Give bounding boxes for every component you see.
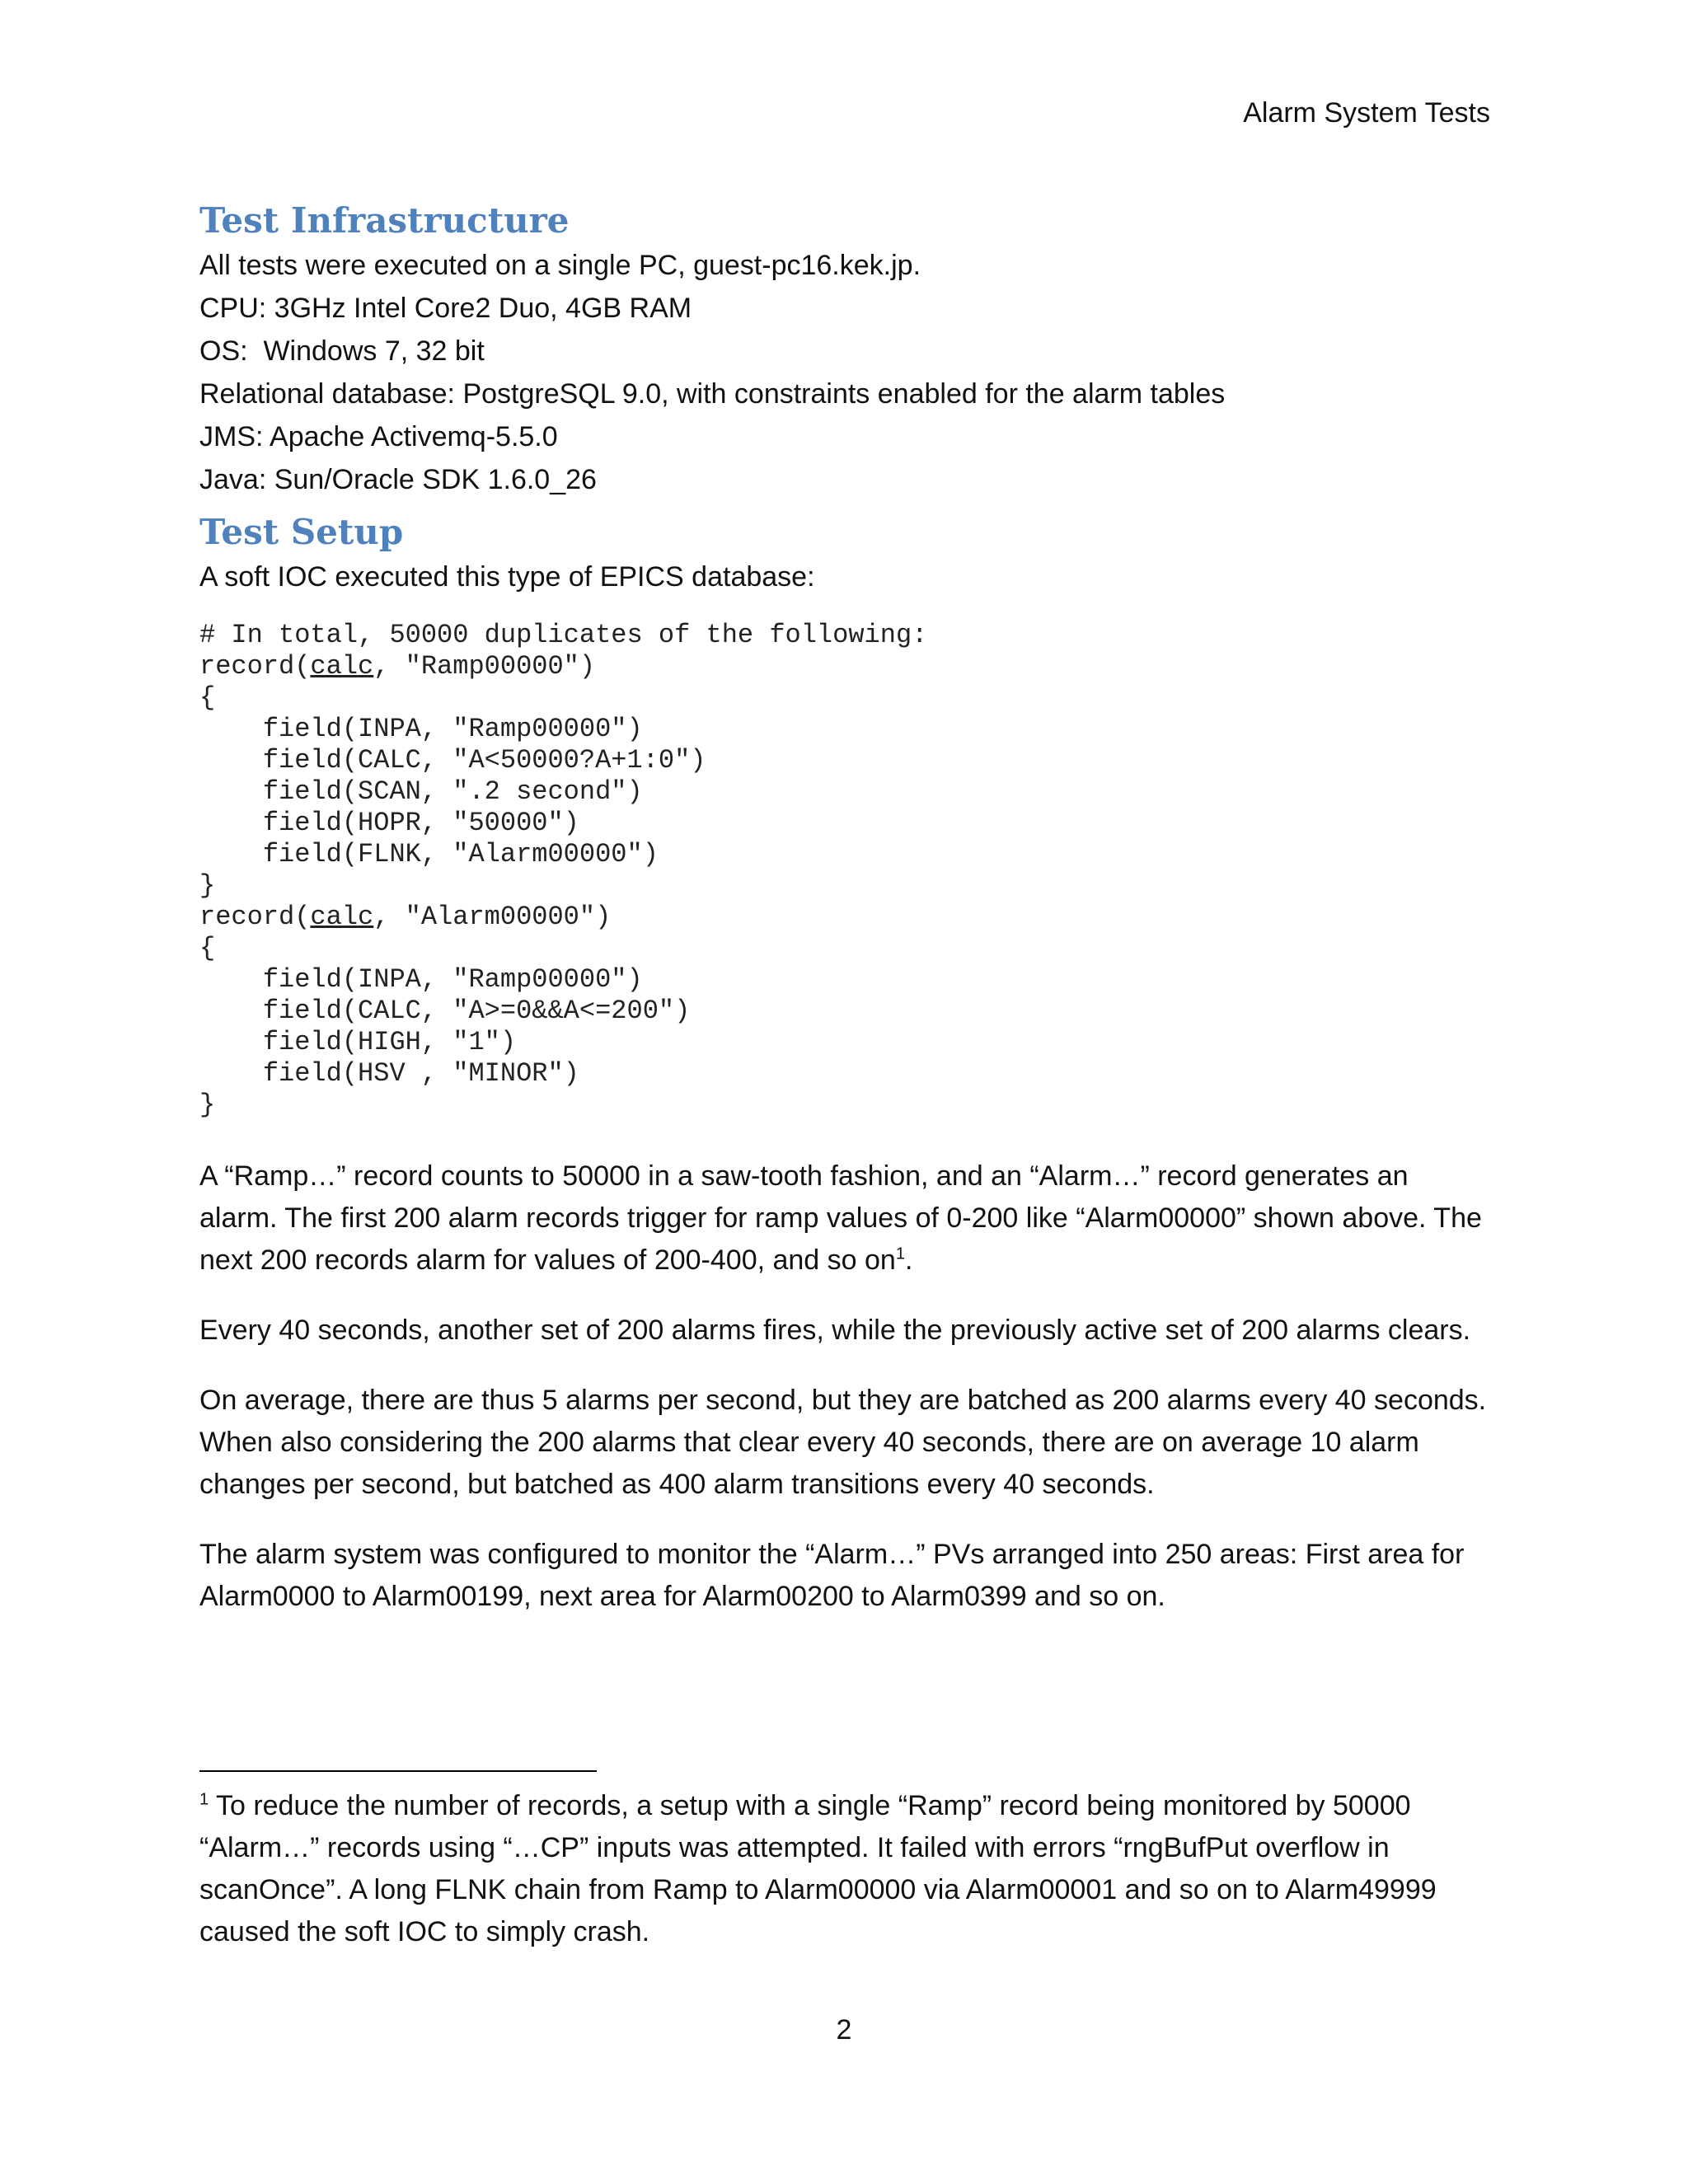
code-line: , "Alarm00000") xyxy=(373,902,612,932)
setup-intro: A soft IOC executed this type of EPICS database: xyxy=(199,561,815,593)
infra-line-database: Relational database: PostgreSQL 9.0, with constraints enabled for the alarm tables xyxy=(199,378,1226,410)
epics-database-code-block xyxy=(199,620,1493,1121)
code-line: field(INPA, "Ramp00000") xyxy=(199,714,643,744)
code-line: field(FLNK, "Alarm00000") xyxy=(199,839,659,869)
paragraph-alarm-timing: Every 40 seconds, another set of 200 alarms fires, while the previously active set of 200 alarms clears. xyxy=(199,1315,1471,1346)
footnote-text: To reduce the number of records, a setup with a single “Ramp” record being monitored by 50000 “Alarm…” records using “…CP” inputs was attempted. It failed with errors “rngBufPut overflow in scanOnce”. A long FLNK chain from Ramp to Alarm00000 via Alarm00001 and so on to Alarm49999 caused the soft IOC to simply crash. xyxy=(199,1790,1437,1947)
code-line: { xyxy=(199,933,216,963)
code-keyword: calc xyxy=(310,902,374,932)
code-line: } xyxy=(199,870,216,901)
page-content xyxy=(199,198,1493,1618)
code-line: # In total, 50000 duplicates of the following: xyxy=(199,620,928,650)
infra-line-os: OS: Windows 7, 32 bit xyxy=(199,335,485,367)
infra-line-jms: JMS: Apache Activemq-5.5.0 xyxy=(199,421,558,452)
infra-line-pc: All tests were executed on a single PC, guest-pc16.kek.jp. xyxy=(199,250,921,281)
infra-line-java: Java: Sun/Oracle SDK 1.6.0_26 xyxy=(199,464,597,495)
section-heading-test-setup: Test Setup xyxy=(199,512,404,552)
footnote-reference[interactable]: 1 xyxy=(895,1244,905,1263)
code-line: record( xyxy=(199,902,311,932)
code-line: field(SCAN, ".2 second") xyxy=(199,776,643,807)
code-line: field(HOPR, "50000") xyxy=(199,808,579,838)
paragraph-alarm-average: On average, there are thus 5 alarms per second, but they are batched as 200 alarms every 40 seconds. When also considering the 200 alarms that clear every 40 seconds, there are on average 10 alarm changes per second, but batched as 400 alarm transitions every 40 seconds. xyxy=(199,1385,1487,1500)
code-line: field(HIGH, "1") xyxy=(199,1027,517,1057)
paragraph-ramp-description xyxy=(199,1155,1493,1282)
code-line: field(CALC, "A<50000?A+1:0") xyxy=(199,745,706,776)
code-line: { xyxy=(199,682,216,713)
running-header: Alarm System Tests xyxy=(1243,97,1490,129)
code-line: field(CALC, "A>=0&&A<=200") xyxy=(199,996,691,1026)
code-line: field(INPA, "Ramp00000") xyxy=(199,964,643,995)
code-keyword: calc xyxy=(310,651,374,682)
code-line: } xyxy=(199,1090,216,1120)
footnote-marker: 1 xyxy=(199,1790,209,1809)
code-line: , "Ramp00000") xyxy=(373,651,596,682)
paragraph-text-end: . xyxy=(904,1244,913,1276)
infra-line-cpu: CPU: 3GHz Intel Core2 Duo, 4GB RAM xyxy=(199,293,692,324)
code-line: field(HSV , "MINOR") xyxy=(199,1058,579,1089)
code-line: record( xyxy=(199,651,311,682)
page-number: 2 xyxy=(836,2014,852,2046)
section-heading-test-infrastructure: Test Infrastructure xyxy=(199,200,570,241)
footnote-separator xyxy=(199,1770,597,1772)
footnote xyxy=(199,1785,1493,1953)
paragraph-alarm-areas: The alarm system was configured to monitor the “Alarm…” PVs arranged into 250 areas: First area for Alarm0000 to Alarm00199, next area for Alarm00200 to Alarm0399 and so on. xyxy=(199,1539,1465,1612)
paragraph-text: A “Ramp…” record counts to 50000 in a saw-tooth fashion, and an “Alarm…” record generates an alarm. The first 200 alarm records trigger for ramp values of 0-200 like “Alarm00000” shown above. The next 200 records alarm for values of 200-400, and so on xyxy=(199,1160,1482,1276)
